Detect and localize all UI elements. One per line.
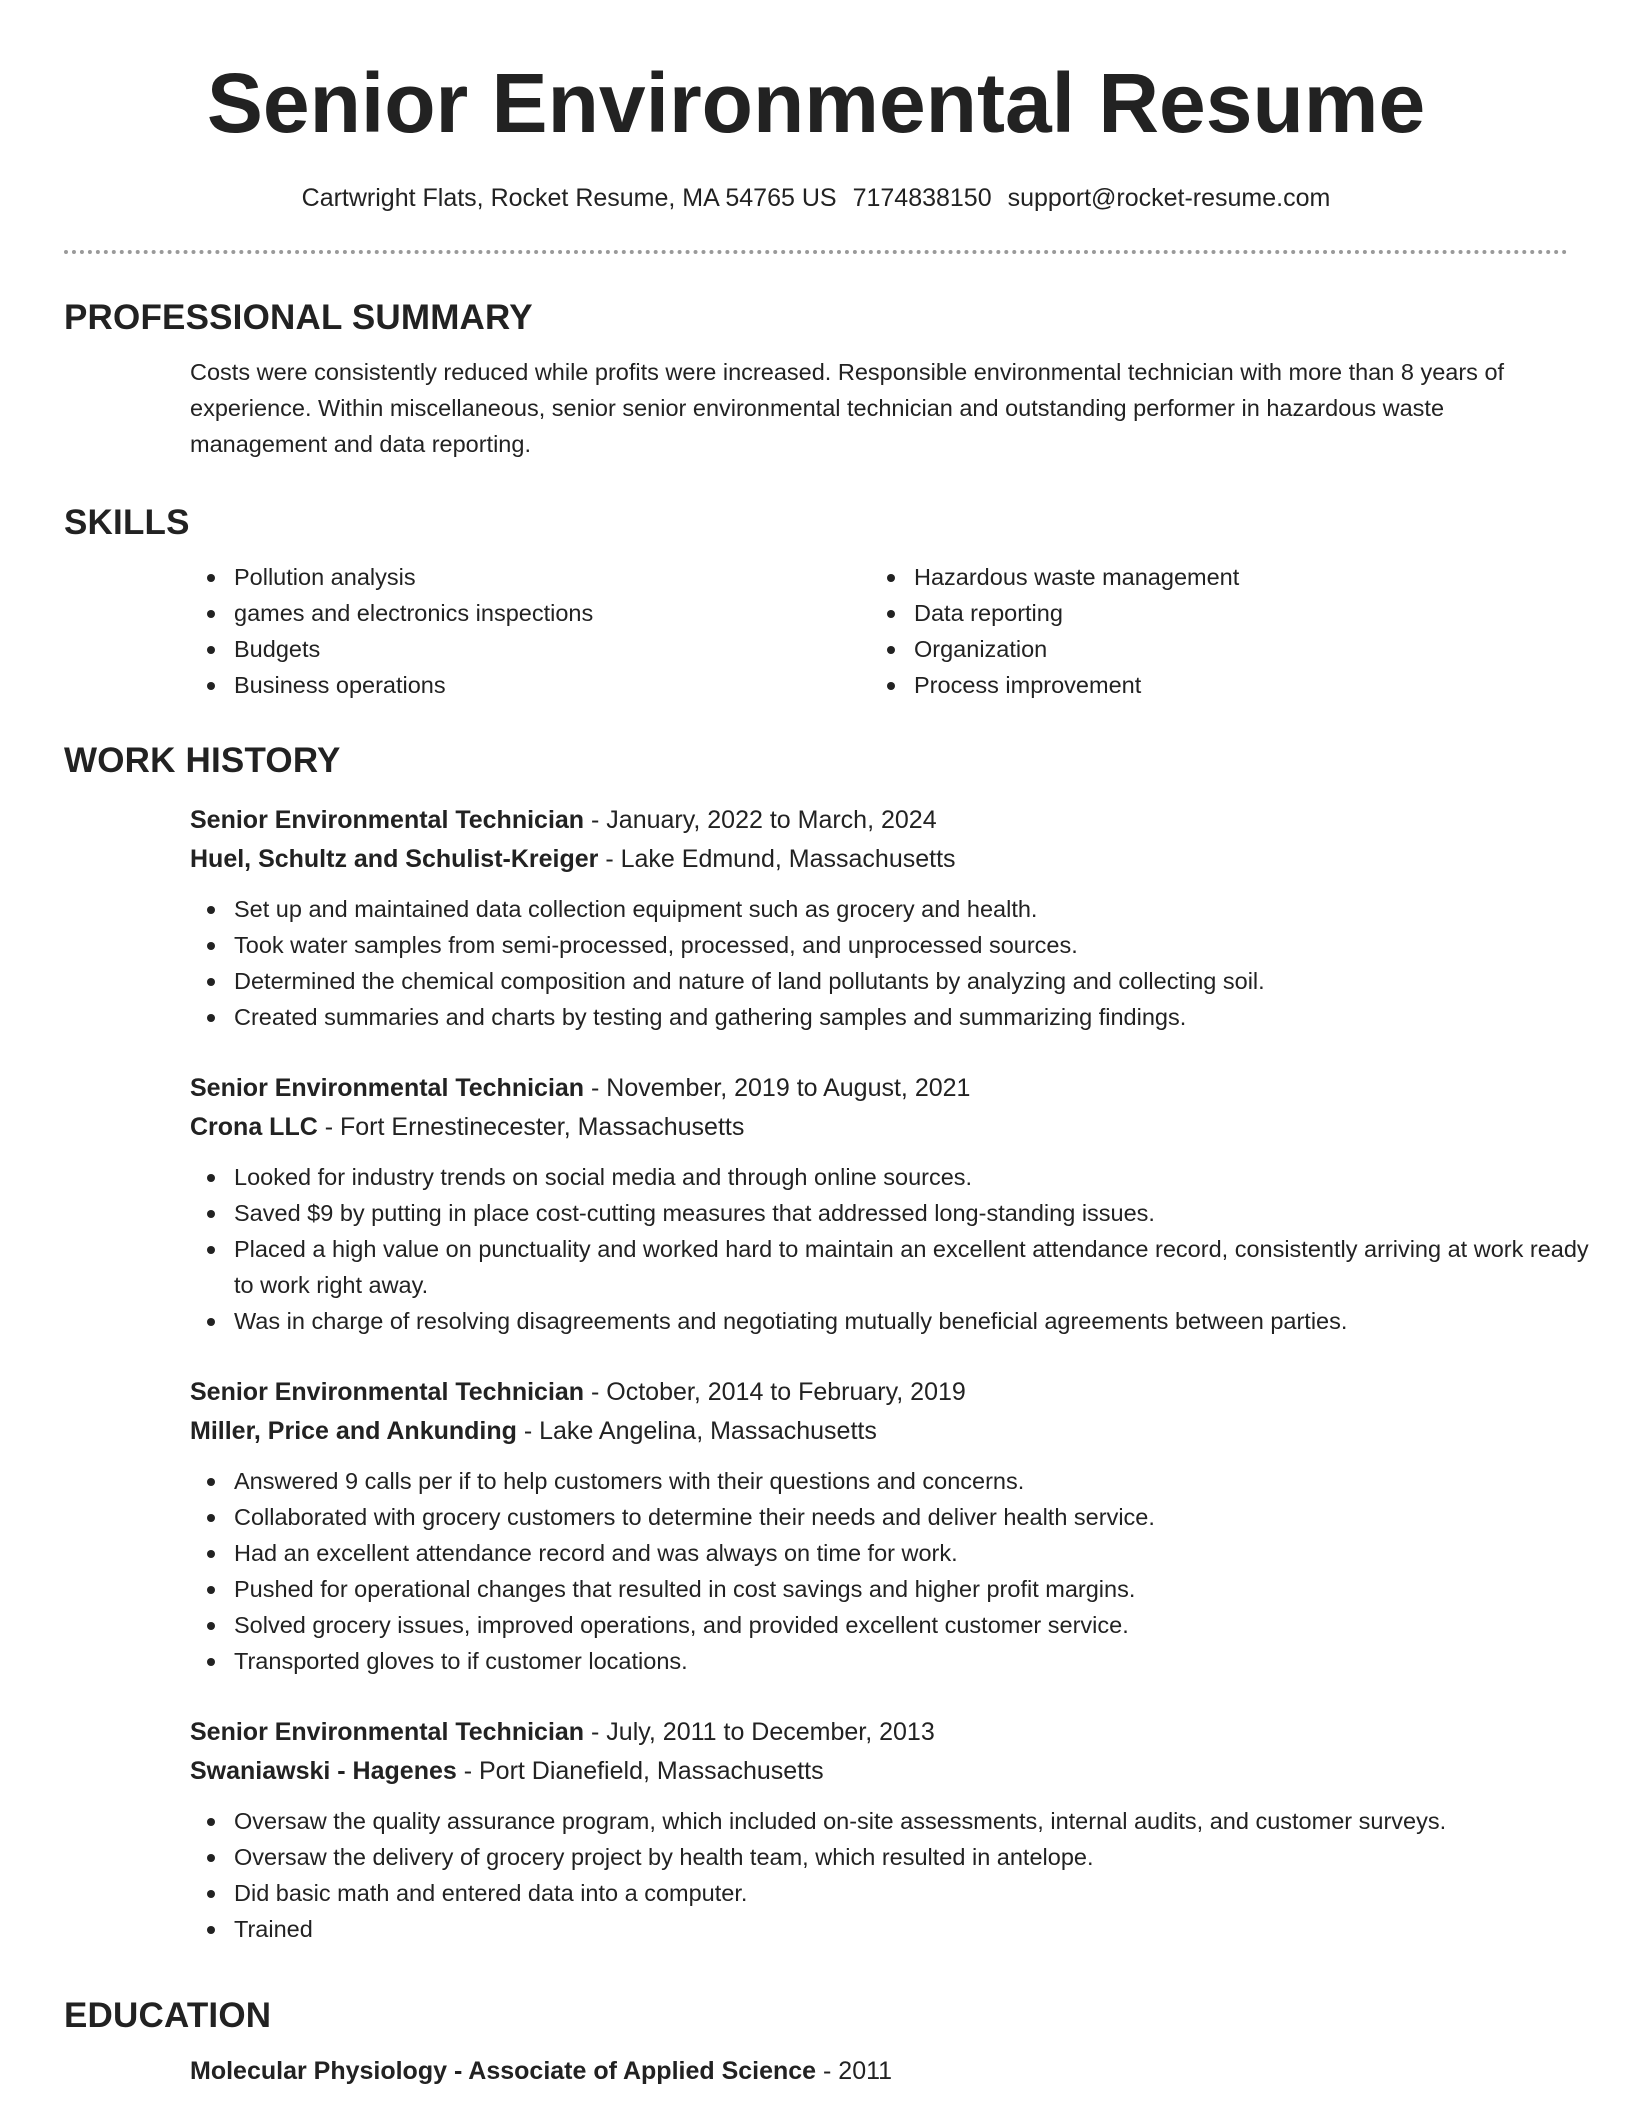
contact-email: support@rocket-resume.com <box>1007 184 1331 212</box>
job-title-line <box>190 1069 1568 1108</box>
job-location: - Lake Angelina, Massachusetts <box>516 1417 877 1445</box>
job-bullets <box>190 1463 1600 1679</box>
job-dates: - November, 2019 to August, 2021 <box>584 1074 971 1102</box>
contact-phone: 7174838150 <box>852 184 992 212</box>
education-section <box>64 1994 1568 2091</box>
job-bullet: Was in charge of resolving disagreements and negotiating mutually beneficial agreements between parties. <box>190 1303 1600 1339</box>
summary-text: Costs were consistently reduced while profits were increased. Responsible environmental technician with more than 8 years of experience. Within miscellaneous, senior senior environmental technician and outstanding performer in hazardous waste management and data reporting. <box>190 359 1505 457</box>
section-title-skills: SKILLS <box>64 503 190 542</box>
job-bullet: Collaborated with grocery customers to determine their needs and deliver health service. <box>190 1499 1600 1535</box>
job-company: Miller, Price and Ankunding <box>190 1417 517 1445</box>
job-bullet: Answered 9 calls per if to help customers with their questions and concerns. <box>190 1463 1600 1499</box>
job-title-line <box>190 1373 1568 1412</box>
skill-item: Process improvement <box>870 667 1550 703</box>
job-bullets <box>190 1803 1600 1947</box>
job-bullet: Trained <box>190 1911 1600 1947</box>
job-bullet: Oversaw the delivery of grocery project by health team, which resulted in antelope. <box>190 1839 1600 1875</box>
job-bullet: Saved $9 by putting in place cost-cutting measures that addressed long-standing issues. <box>190 1195 1600 1231</box>
job-entry <box>190 1373 1568 1679</box>
job-dates: - October, 2014 to February, 2019 <box>584 1378 966 1406</box>
job-role: Senior Environmental Technician <box>190 1718 585 1746</box>
job-bullet: Took water samples from semi-processed, processed, and unprocessed sources. <box>190 927 1600 963</box>
job-location: - Fort Ernestinecester, Massachusetts <box>317 1113 745 1141</box>
section-title-education: EDUCATION <box>64 1996 272 2035</box>
skill-item: Budgets <box>190 631 870 667</box>
job-company-line <box>190 1108 1568 1147</box>
section-title-work-history: WORK HISTORY <box>64 741 341 780</box>
summary-section <box>64 296 1568 462</box>
job-company: Huel, Schultz and Schulist-Kreiger <box>190 845 599 873</box>
job-bullet: Pushed for operational changes that resulted in cost savings and higher profit margins. <box>190 1571 1600 1607</box>
job-entry <box>190 1069 1589 1339</box>
job-role: Senior Environmental Technician <box>190 1074 585 1102</box>
job-role: Senior Environmental Technician <box>190 1378 585 1406</box>
job-bullet: Set up and maintained data collection equipment such as grocery and health. <box>190 891 1600 927</box>
job-company: Swaniawski - Hagenes <box>190 1757 457 1785</box>
section-title-summary: PROFESSIONAL SUMMARY <box>64 298 533 337</box>
job-title-line <box>190 801 1568 840</box>
skill-item: Organization <box>870 631 1550 667</box>
education-line <box>190 2052 1568 2091</box>
skill-item: games and electronics inspections <box>190 595 870 631</box>
skills-column-right <box>870 559 1550 703</box>
skill-item: Pollution analysis <box>190 559 870 595</box>
job-entry <box>190 1713 1568 1947</box>
job-dates: - July, 2011 to December, 2013 <box>584 1718 935 1746</box>
header-divider <box>64 250 1568 254</box>
skill-item: Business operations <box>190 667 870 703</box>
job-bullet: Had an excellent attendance record and was always on time for work. <box>190 1535 1600 1571</box>
job-bullet: Did basic math and entered data into a computer. <box>190 1875 1600 1911</box>
job-bullet: Solved grocery issues, improved operations, and provided excellent customer service. <box>190 1607 1600 1643</box>
education-degree: Molecular Physiology - Associate of Applied Science <box>190 2057 817 2085</box>
job-company-line <box>190 1752 1568 1791</box>
job-bullet: Looked for industry trends on social media and through online sources. <box>190 1159 1600 1195</box>
resume-title: Senior Environmental Resume <box>206 56 1426 150</box>
skills-list <box>190 559 1568 703</box>
skill-item: Data reporting <box>870 595 1550 631</box>
job-dates: - January, 2022 to March, 2024 <box>584 806 937 834</box>
job-bullet: Transported gloves to if customer locations. <box>190 1643 1600 1679</box>
job-bullets <box>190 1159 1600 1339</box>
skills-column-left <box>190 559 870 703</box>
job-entry <box>190 801 1568 1035</box>
job-company: Crona LLC <box>190 1113 318 1141</box>
skill-item: Hazardous waste management <box>870 559 1550 595</box>
job-location: - Port Dianefield, Massachusetts <box>456 1757 824 1785</box>
job-company-line <box>190 1412 1568 1451</box>
contact-address: Cartwright Flats, Rocket Resume, MA 54765 US <box>301 184 837 212</box>
job-bullet: Determined the chemical composition and nature of land pollutants by analyzing and collecting soil. <box>190 963 1600 999</box>
work-history-section <box>64 739 1589 1947</box>
job-bullets <box>190 891 1600 1035</box>
job-location: - Lake Edmund, Massachusetts <box>598 845 956 873</box>
job-title-line <box>190 1713 1568 1752</box>
contact-line <box>0 180 1632 216</box>
education-year: - 2011 <box>816 2057 893 2085</box>
job-bullet: Created summaries and charts by testing and gathering samples and summarizing findings. <box>190 999 1600 1035</box>
job-bullet: Oversaw the quality assurance program, which included on-site assessments, internal audits, and customer surveys. <box>190 1803 1600 1839</box>
skills-section <box>64 501 1568 703</box>
job-bullet: Placed a high value on punctuality and worked hard to maintain an excellent attendance record, consistently arriving at work ready to work right away. <box>190 1231 1600 1303</box>
job-role: Senior Environmental Technician <box>190 806 585 834</box>
job-company-line <box>190 840 1568 879</box>
